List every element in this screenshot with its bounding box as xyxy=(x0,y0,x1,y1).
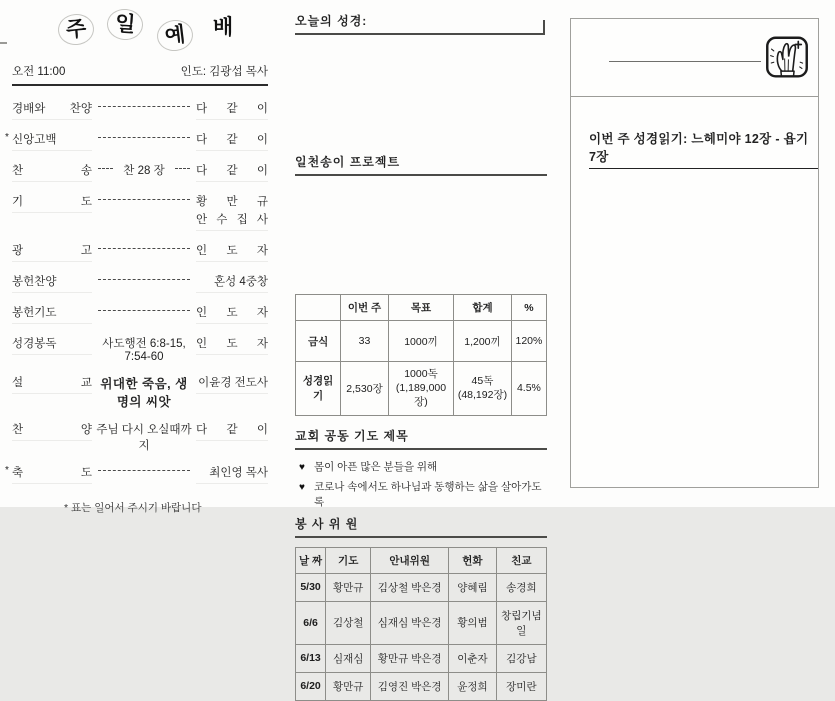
table-row xyxy=(296,672,547,700)
cell-prayer: 황만규 xyxy=(326,672,371,700)
order-item-name: 찬 양 xyxy=(12,421,92,441)
weekly-reading-text: 이번 주 성경읽기: 느헤미야 12장 - 욥기 7장 xyxy=(589,129,818,169)
order-item-performer xyxy=(196,193,268,231)
order-item xyxy=(12,242,268,262)
hymn-title: 주님 다시 오실때까지 xyxy=(96,424,192,452)
header-cell: 친교 xyxy=(496,547,546,573)
order-item-name: 광 고 xyxy=(12,242,92,262)
dash-leader xyxy=(175,162,190,169)
cell-ushers: 김상철 박은경 xyxy=(371,573,449,601)
stand-marker: * xyxy=(5,132,9,143)
cell-fellowship: 송경희 xyxy=(496,573,546,601)
stand-marker: * xyxy=(5,465,9,476)
order-item-name: 기 도 xyxy=(12,193,92,213)
cell-flowers: 이춘자 xyxy=(449,644,497,672)
blank-name-line xyxy=(609,61,761,62)
dash-leader xyxy=(98,193,190,200)
cell-flowers: 양혜림 xyxy=(449,573,497,601)
cell: 2,530장 xyxy=(341,362,389,416)
cell: 120% xyxy=(511,321,546,362)
cell-line: (48,192장) xyxy=(457,389,508,402)
cell xyxy=(454,362,512,416)
cell-line: 1000독 xyxy=(404,368,438,380)
cell-ushers: 김영진 박은경 xyxy=(371,672,449,700)
order-list xyxy=(5,100,268,484)
scan-artifact xyxy=(0,42,7,44)
project-title: 일천송이 프로젝트 xyxy=(295,153,547,176)
dash-leader xyxy=(98,304,190,311)
service-header xyxy=(12,63,268,86)
order-item xyxy=(12,374,268,410)
cell: 33 xyxy=(341,321,389,362)
order-item-performer: 인 도 자 xyxy=(196,242,268,262)
table-row xyxy=(296,321,547,362)
table-row xyxy=(296,573,547,601)
order-item xyxy=(12,273,268,293)
dash-leader xyxy=(98,131,190,138)
cell-date: 5/30 xyxy=(296,573,326,601)
header-cell: % xyxy=(511,295,546,321)
volunteers-table xyxy=(295,547,547,701)
header-cell: 목표 xyxy=(388,295,453,321)
performer-title: 안 수 집 사 xyxy=(196,214,268,226)
order-item-detail: 사도행전 6:8-15, 7:54-60 xyxy=(102,338,186,363)
order-item-performer: 다 같 이 xyxy=(196,421,268,441)
table-row xyxy=(296,601,547,644)
worship-order-panel xyxy=(5,6,268,515)
order-item-name: 봉헌찬양 xyxy=(12,273,92,293)
dash-leader xyxy=(98,242,190,249)
header-cell: 이번 주 xyxy=(341,295,389,321)
prayer-text: 몸이 아픈 많은 분들을 위해 xyxy=(313,460,438,473)
sermon-title: 위대한 죽음, 생명의 씨앗 xyxy=(100,377,188,409)
order-item-performer: 다 같 이 xyxy=(196,100,268,120)
table-row xyxy=(296,644,547,672)
header-cell xyxy=(296,295,341,321)
header-cell: 날 짜 xyxy=(296,547,326,573)
header-cell: 안내위원 xyxy=(371,547,449,573)
info-panel xyxy=(295,12,547,701)
cell-line: 45독 xyxy=(471,375,494,388)
order-item-detail: 찬 28 장 xyxy=(123,165,165,177)
dash-leader xyxy=(98,162,113,169)
cell xyxy=(388,362,453,416)
order-item xyxy=(12,421,268,453)
cell-date: 6/13 xyxy=(296,644,326,672)
cell-fellowship: 장미란 xyxy=(496,672,546,700)
order-item-performer: 인 도 자 xyxy=(196,335,268,355)
dash-leader xyxy=(98,464,190,471)
cell-fellowship: 김강남 xyxy=(496,644,546,672)
cell-prayer: 김상철 xyxy=(326,601,371,644)
cell-flowers: 황의범 xyxy=(449,601,497,644)
heart-icon: ♥ xyxy=(299,481,305,493)
order-item-performer: 이윤경 전도사 xyxy=(196,374,268,394)
order-item-name: 성경봉독 xyxy=(12,335,92,355)
prayer-section xyxy=(295,427,547,509)
cell-date: 6/20 xyxy=(296,672,326,700)
prayer-item xyxy=(299,459,547,474)
order-item xyxy=(12,162,268,182)
order-item xyxy=(12,100,268,120)
order-item xyxy=(12,193,268,231)
order-item-performer: 최인영 목사 xyxy=(196,464,268,484)
header-cell: 기도 xyxy=(326,547,371,573)
order-item xyxy=(5,131,268,151)
project-table xyxy=(295,294,547,416)
order-item-performer: 혼성 4중창 xyxy=(196,273,268,293)
dash-leader xyxy=(98,100,190,107)
cell-ushers: 심재심 박은경 xyxy=(371,601,449,644)
stand-footnote: * 표는 일어서 주시기 바랍니다 xyxy=(64,502,202,514)
service-leader: 인도: 김광섭 목사 xyxy=(180,66,268,78)
table-header-row xyxy=(296,547,547,573)
cell-line: (1,189,000장) xyxy=(395,382,447,409)
order-item xyxy=(12,335,268,363)
table-row xyxy=(296,362,547,416)
cell: 1000끼 xyxy=(388,321,453,362)
order-item xyxy=(12,304,268,324)
order-item-name: 찬 송 xyxy=(12,162,92,182)
cell-prayer: 심재심 xyxy=(326,644,371,672)
order-item xyxy=(5,464,268,484)
title-char: 배 xyxy=(212,16,234,39)
header-cell: 헌화 xyxy=(449,547,497,573)
project-section xyxy=(295,153,547,416)
table-header-row xyxy=(296,295,547,321)
cell-date: 6/6 xyxy=(296,601,326,644)
order-item-name: 봉헌기도 xyxy=(12,304,92,324)
order-item-performer: 인 도 자 xyxy=(196,304,268,324)
today-scripture-label: 오늘의 성경: xyxy=(295,12,545,35)
bible-reading-card xyxy=(570,18,819,488)
prayer-list xyxy=(299,459,547,509)
heart-icon: ♥ xyxy=(299,461,305,473)
order-item-name: 신앙고백 xyxy=(12,131,92,151)
volunteers-section xyxy=(295,515,547,701)
prayer-item xyxy=(299,479,547,509)
page-title xyxy=(58,12,268,49)
header-cell: 합계 xyxy=(454,295,512,321)
title-char: 예 xyxy=(155,18,195,53)
praying-hands-icon xyxy=(763,34,811,81)
order-item-name: 설 교 xyxy=(12,374,92,394)
prayer-text: 코로나 속에서도 하나님과 동행하는 삶을 살아가도록 xyxy=(313,480,542,508)
cell: 4.5% xyxy=(511,362,546,416)
dash-leader xyxy=(98,273,190,280)
order-item-name: 경배와 찬양 xyxy=(12,100,92,120)
cell-prayer: 황만규 xyxy=(326,573,371,601)
row-label: 금식 xyxy=(296,321,341,362)
order-item-performer: 다 같 이 xyxy=(196,162,268,182)
row-label: 성경읽기 xyxy=(296,362,341,416)
order-item-name: 축 도 xyxy=(12,464,92,484)
title-char: 주 xyxy=(57,12,96,46)
title-char: 일 xyxy=(106,8,144,41)
order-item-performer: 다 같 이 xyxy=(196,131,268,151)
prayer-title: 교회 공동 기도 제목 xyxy=(295,427,547,450)
service-time: 오전 11:00 xyxy=(12,66,66,78)
volunteers-title: 봉 사 위 원 xyxy=(295,515,547,538)
cell-fellowship: 창립기념일 xyxy=(496,601,546,644)
cell: 1,200끼 xyxy=(454,321,512,362)
cell-ushers: 황만규 박은경 xyxy=(371,644,449,672)
performer-name: 황 만 규 xyxy=(196,196,268,208)
cell-flowers: 윤정희 xyxy=(449,672,497,700)
card-divider xyxy=(571,96,818,97)
